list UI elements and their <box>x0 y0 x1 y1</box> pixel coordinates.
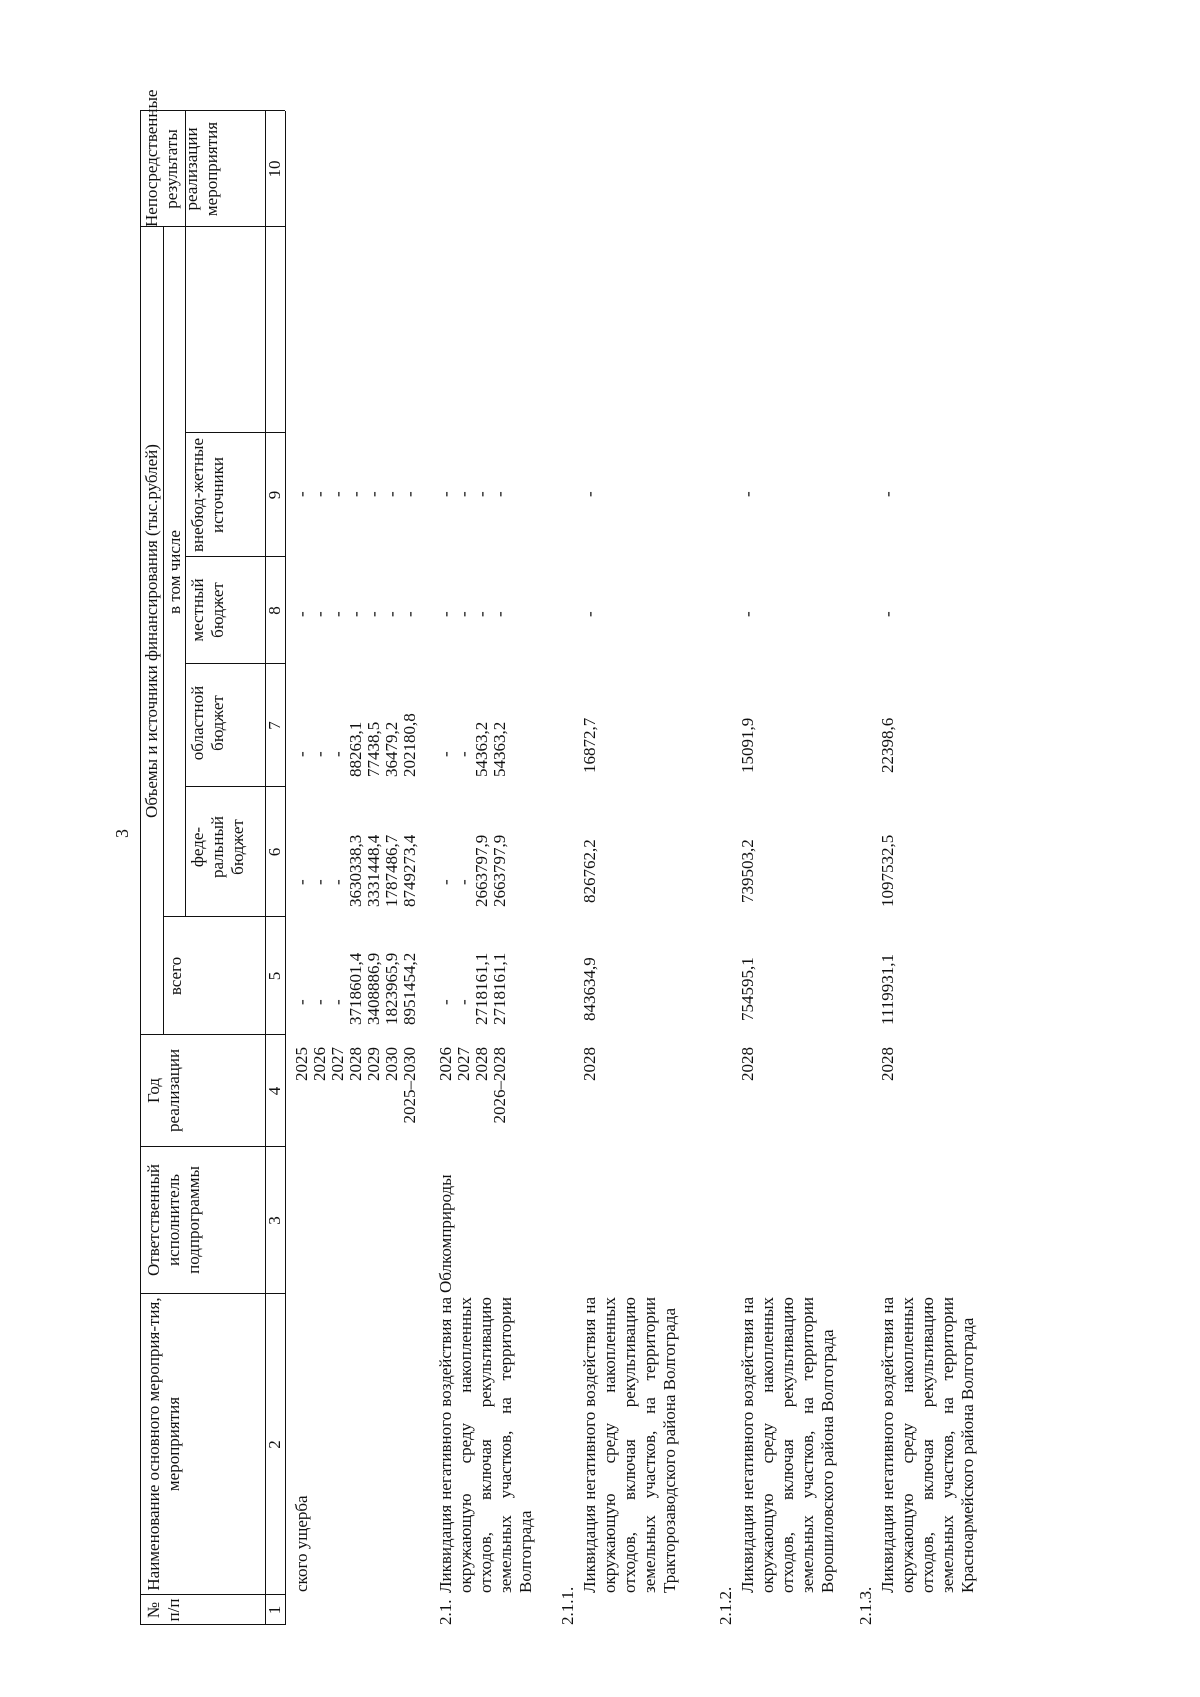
row0-extra-5: - <box>382 491 401 497</box>
row0-regional-3: 88263,1 <box>346 721 365 777</box>
row3-name: Ликвидация негативного воздействия на окружающую среду накопленных отходов, включая рекультивацию земельных участков, на территории Ворошиловского района Волгограда <box>738 1297 837 1593</box>
row0-regional-0: - <box>292 751 311 757</box>
row1-total-2: 2718161,1 <box>472 952 491 1025</box>
row1-local-0: - <box>436 611 455 617</box>
row0-federal-4: 3331448,4 <box>364 834 383 907</box>
row0-local-1: - <box>310 611 329 617</box>
row0-local-5: - <box>382 611 401 617</box>
row0-regional-4: 77438,5 <box>364 721 383 777</box>
row1-year-0: 2026 <box>436 1047 455 1081</box>
row3-total-0: 754595,1 <box>738 957 757 1021</box>
row1-local-1: - <box>454 611 473 617</box>
row2-extra-0: - <box>580 491 599 497</box>
row1-extra-2: - <box>472 491 491 497</box>
row4-total-0: 1119931,1 <box>878 954 897 1025</box>
header-local: местный бюджет <box>188 578 227 642</box>
row0-year-6: 2025–2030 <box>400 1047 419 1124</box>
row1-local-3: - <box>490 611 509 617</box>
header-extra: внебюд-жетные источники <box>188 437 227 553</box>
row1-regional-3: 54363,2 <box>490 721 509 777</box>
row1-federal-0: - <box>436 879 455 885</box>
header-federal: феде-ральный бюджет <box>188 815 247 879</box>
header-total: всего <box>166 956 185 996</box>
row0-year-5: 2030 <box>382 1047 401 1081</box>
row4-federal-0: 1097532,5 <box>878 834 897 907</box>
row0-regional-1: - <box>310 751 329 757</box>
row1-extra-1: - <box>454 491 473 497</box>
row4-name: Ликвидация негативного воздействия на окружающую среду накопленных отходов, включая рекультивацию земельных участков, на территории Красноармейского района Волгограда <box>878 1297 977 1593</box>
row0-extra-4: - <box>364 491 383 497</box>
row4-year-0: 2028 <box>878 1047 897 1081</box>
row1-federal-1: - <box>454 879 473 885</box>
row3-extra-0: - <box>738 491 757 497</box>
row0-local-6: - <box>400 611 419 617</box>
row3-federal-0: 739503,2 <box>738 839 757 903</box>
row0-year-3: 2028 <box>346 1047 365 1081</box>
row1-local-2: - <box>472 611 491 617</box>
row4-num: 2.1.3. <box>856 1586 875 1625</box>
colnum-2: 2 <box>265 1440 284 1449</box>
row2-total-0: 843634,9 <box>580 957 599 1021</box>
colnum-4: 4 <box>265 1086 284 1096</box>
colnum-6: 6 <box>265 847 284 857</box>
row4-regional-0: 22398,6 <box>878 717 897 773</box>
rotated-table <box>140 25 1140 1625</box>
header-funding-group: Объемы и источники финансирования (тыс.рублей) <box>142 444 161 818</box>
row1-executor: Облкомприроды <box>436 1174 455 1293</box>
row2-name: Ликвидация негативного воздействия на окружающую среду накопленных отходов, включая рекультивацию земельных участков, на территории Тракторозаводского района Волгограда <box>580 1297 679 1593</box>
including-line <box>185 227 186 917</box>
row0-extra-0: - <box>292 491 311 497</box>
row0-federal-5: 1787486,7 <box>382 834 401 907</box>
row0-total-6: 8951454,2 <box>400 952 419 1025</box>
row0-name: ского ущерба <box>292 1495 311 1592</box>
colnum-10: 10 <box>265 160 284 178</box>
row4-local-0: - <box>878 611 897 617</box>
row1-year-3: 2026–2028 <box>490 1047 509 1124</box>
row2-federal-0: 826762,2 <box>580 839 599 903</box>
row2-regional-0: 16872,7 <box>580 717 599 773</box>
row0-year-2: 2027 <box>328 1047 347 1081</box>
row0-federal-3: 3630338,3 <box>346 834 365 907</box>
row0-extra-3: - <box>346 491 365 497</box>
row0-federal-0: - <box>292 879 311 885</box>
header-executor: Ответственный исполнитель подпрограммы <box>144 1164 203 1276</box>
row0-local-0: - <box>292 611 311 617</box>
row1-year-2: 2028 <box>472 1047 491 1081</box>
row0-extra-2: - <box>328 491 347 497</box>
header-num: № п/п <box>144 1598 183 1622</box>
row0-total-3: 3718601,4 <box>346 952 365 1025</box>
page-number: 3 <box>112 829 132 838</box>
row0-local-4: - <box>364 611 383 617</box>
row0-federal-1: - <box>310 879 329 885</box>
row1-year-1: 2027 <box>454 1047 473 1081</box>
row1-name: Ликвидация негативного воздействия на окружающую среду накопленных отходов, включая рекультивацию земельных участков, на территории Волгограда <box>436 1297 535 1593</box>
funding-group-line <box>163 227 164 1035</box>
row0-total-2: - <box>328 999 347 1005</box>
row0-total-4: 3408886,9 <box>364 952 383 1025</box>
row0-extra-1: - <box>310 491 329 497</box>
header-name: Наименование основного мероприя-тия, мероприятия <box>144 1297 183 1591</box>
colnum-5: 5 <box>265 971 284 981</box>
row4-extra-0: - <box>878 491 897 497</box>
row0-regional-5: 36479,2 <box>382 721 401 777</box>
row0-regional-2: - <box>328 751 347 757</box>
row0-regional-6: 202180,8 <box>400 713 419 777</box>
row1-total-1: - <box>454 999 473 1005</box>
row2-year-0: 2028 <box>580 1047 599 1081</box>
row1-total-0: - <box>436 999 455 1005</box>
colnum-1: 1 <box>265 1605 284 1615</box>
row3-local-0: - <box>738 611 757 617</box>
row0-total-1: - <box>310 999 329 1005</box>
row0-extra-6: - <box>400 491 419 497</box>
row1-num: 2.1. <box>436 1599 455 1625</box>
header-regional: областной бюджет <box>188 685 227 761</box>
row1-regional-1: - <box>454 751 473 757</box>
header-results: Непосредственные результаты реализации мероприятия <box>142 89 221 227</box>
colnum-8: 8 <box>265 606 284 615</box>
row3-num: 2.1.2. <box>716 1586 735 1625</box>
row0-federal-6: 8749273,4 <box>400 834 419 907</box>
colnum-9: 9 <box>265 490 284 500</box>
row3-year-0: 2028 <box>738 1047 757 1081</box>
row0-total-0: - <box>292 999 311 1005</box>
row1-federal-2: 2663797,9 <box>472 834 491 907</box>
row1-regional-2: 54363,2 <box>472 721 491 777</box>
colnum-3: 3 <box>265 1216 284 1225</box>
header-year: Год реализации <box>144 1048 183 1133</box>
column-number-bottom-line <box>285 111 286 1625</box>
row2-num: 2.1.1. <box>558 1586 577 1625</box>
row0-local-2: - <box>328 611 347 617</box>
row2-local-0: - <box>580 611 599 617</box>
col-line-2 <box>140 1293 285 1294</box>
row1-extra-0: - <box>436 491 455 497</box>
row0-year-1: 2026 <box>310 1047 329 1081</box>
row0-federal-2: - <box>328 879 347 885</box>
row0-year-4: 2029 <box>364 1047 383 1081</box>
row0-local-3: - <box>346 611 365 617</box>
table-border-top <box>140 111 141 1625</box>
header-including: в том числе <box>165 530 184 614</box>
row0-total-5: 1823965,9 <box>382 952 401 1025</box>
row3-regional-0: 15091,9 <box>738 717 757 773</box>
row1-extra-3: - <box>490 491 509 497</box>
colnum-7: 7 <box>265 721 284 730</box>
row0-year-0: 2025 <box>292 1047 311 1081</box>
row1-federal-3: 2663797,9 <box>490 834 509 907</box>
row1-total-3: 2718161,1 <box>490 952 509 1025</box>
row1-regional-0: - <box>436 751 455 757</box>
